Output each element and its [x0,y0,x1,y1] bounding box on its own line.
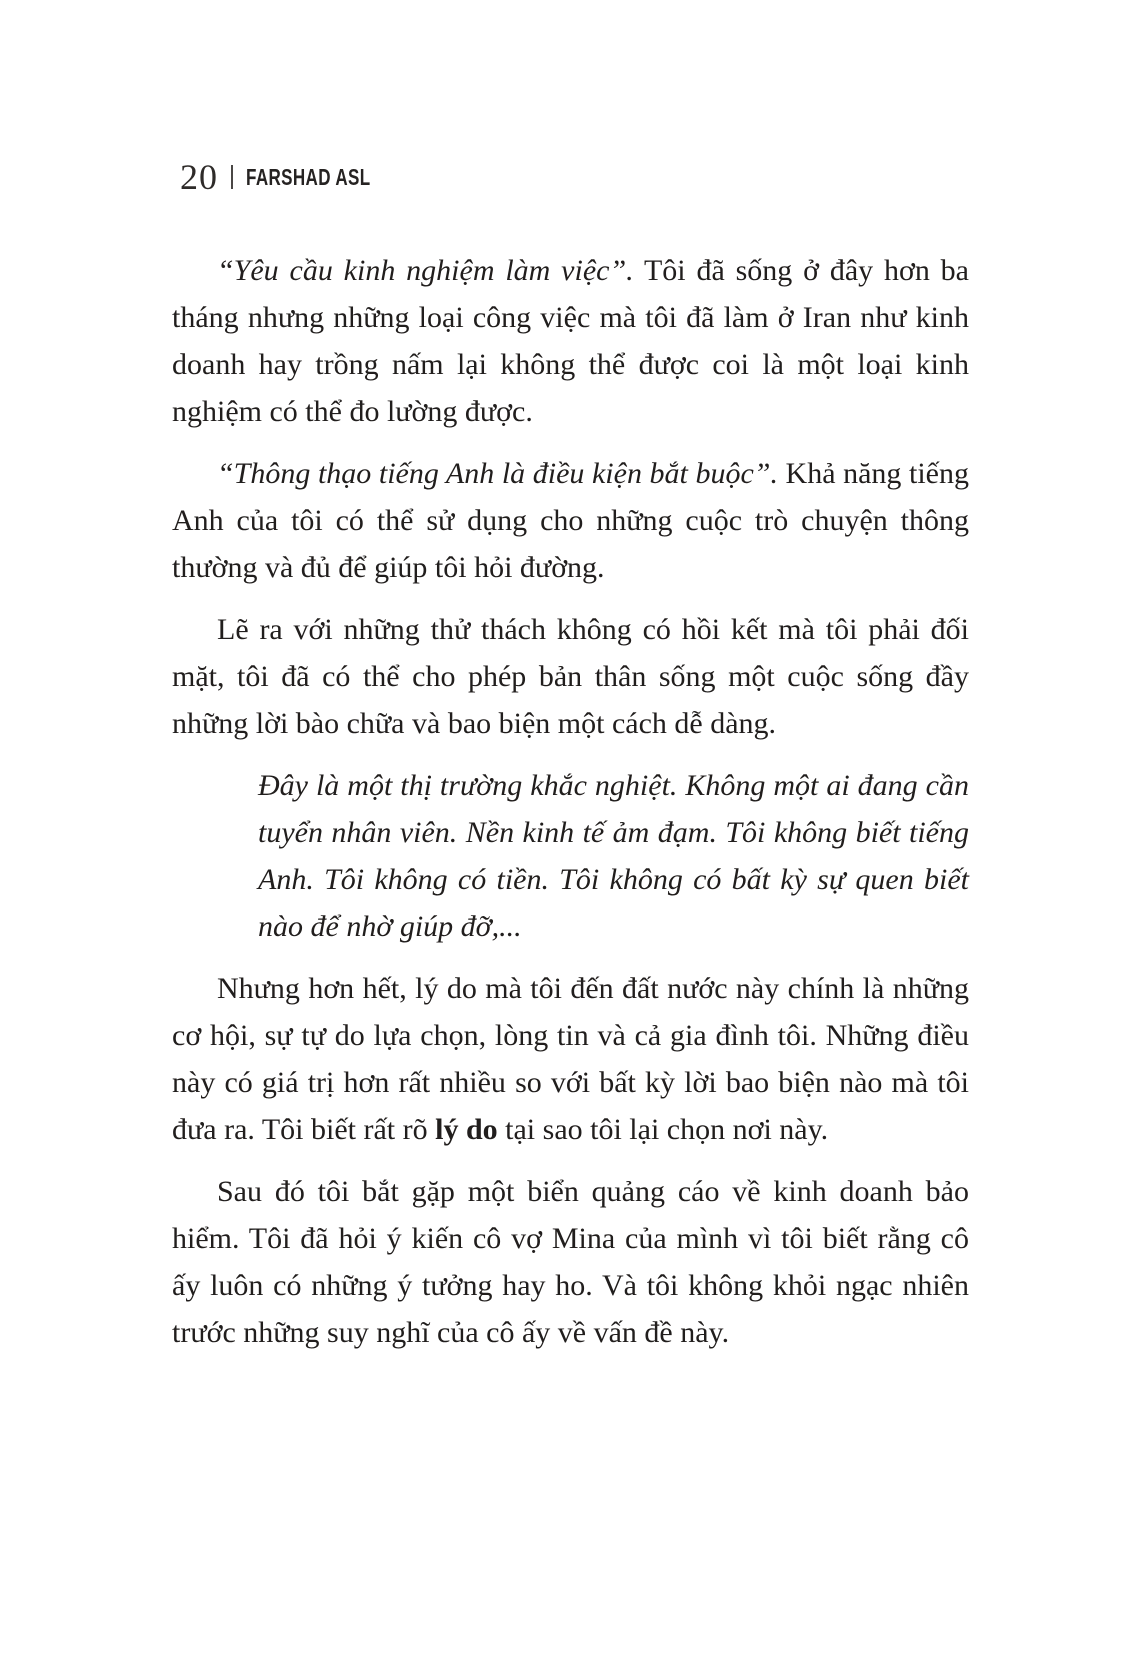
quoted-requirement-english: “Thông thạo tiếng Anh là điều kiện bắt buộc”. [217,457,778,490]
emphasized-ly-do: lý do [435,1113,498,1146]
header-divider [231,165,233,189]
paragraph-work-experience [172,247,969,435]
paragraph-why-reason [172,965,969,1153]
paragraph-excuses: Lẽ ra với những thử thách không có hồi kết mà tôi phải đối mặt, tôi đã có thể cho phép bản thân sống một cuộc sống đầy những lời bào chữa và bao biện một cách dễ dàng. [172,613,969,740]
page-body [172,247,969,1356]
paragraph-english-requirement [172,450,969,591]
inner-monologue-quote: Đây là một thị trường khắc nghiệt. Không một ai đang cần tuyển nhân viên. Nền kinh tế ảm đạm. Tôi không biết tiếng Anh. Tôi không có tiền. Tôi không có bất kỳ sự quen biết nào để nhờ giúp đỡ,... [258,769,969,943]
quoted-requirement-experience: “Yêu cầu kinh nghiệm làm việc”. [217,254,634,287]
page-header [180,157,969,197]
paragraph-text: Tôi đã sống ở đây hơn ba tháng nhưng những loại công việc mà tôi đã làm ở Iran như kinh doanh hay trồng nấm lại không thể được coi là một loại kinh nghiệm có thể đo lường được. [172,254,969,428]
paragraph-insurance-billboard: Sau đó tôi bắt gặp một biển quảng cáo về kinh doanh bảo hiểm. Tôi đã hỏi ý kiến cô vợ Mina của mình vì tôi biết rằng cô ấy luôn có những ý tưởng hay ho. Và tôi không khỏi ngạc nhiên trước những suy nghĩ của cô ấy về vấn đề này. [172,1175,969,1349]
paragraph-text: tại sao tôi lại chọn nơi này. [497,1113,829,1146]
author-name: FARSHAD ASL [246,164,371,190]
paragraph-text: Khả năng tiếng Anh của tôi có thể sử dụng cho những cuộc trò chuyện thông thường và đủ để giúp tôi hỏi đường. [172,457,969,584]
page-number: 20 [180,157,218,197]
paragraph-text: Nhưng hơn hết, lý do mà tôi đến đất nước này chính là những cơ hội, sự tự do lựa chọn, lòng tin và cả gia đình tôi. Những điều này có giá trị hơn rất nhiều so với bất kỳ lời bao biện nào mà tôi đưa ra. Tôi biết rất rõ [172,972,969,1146]
